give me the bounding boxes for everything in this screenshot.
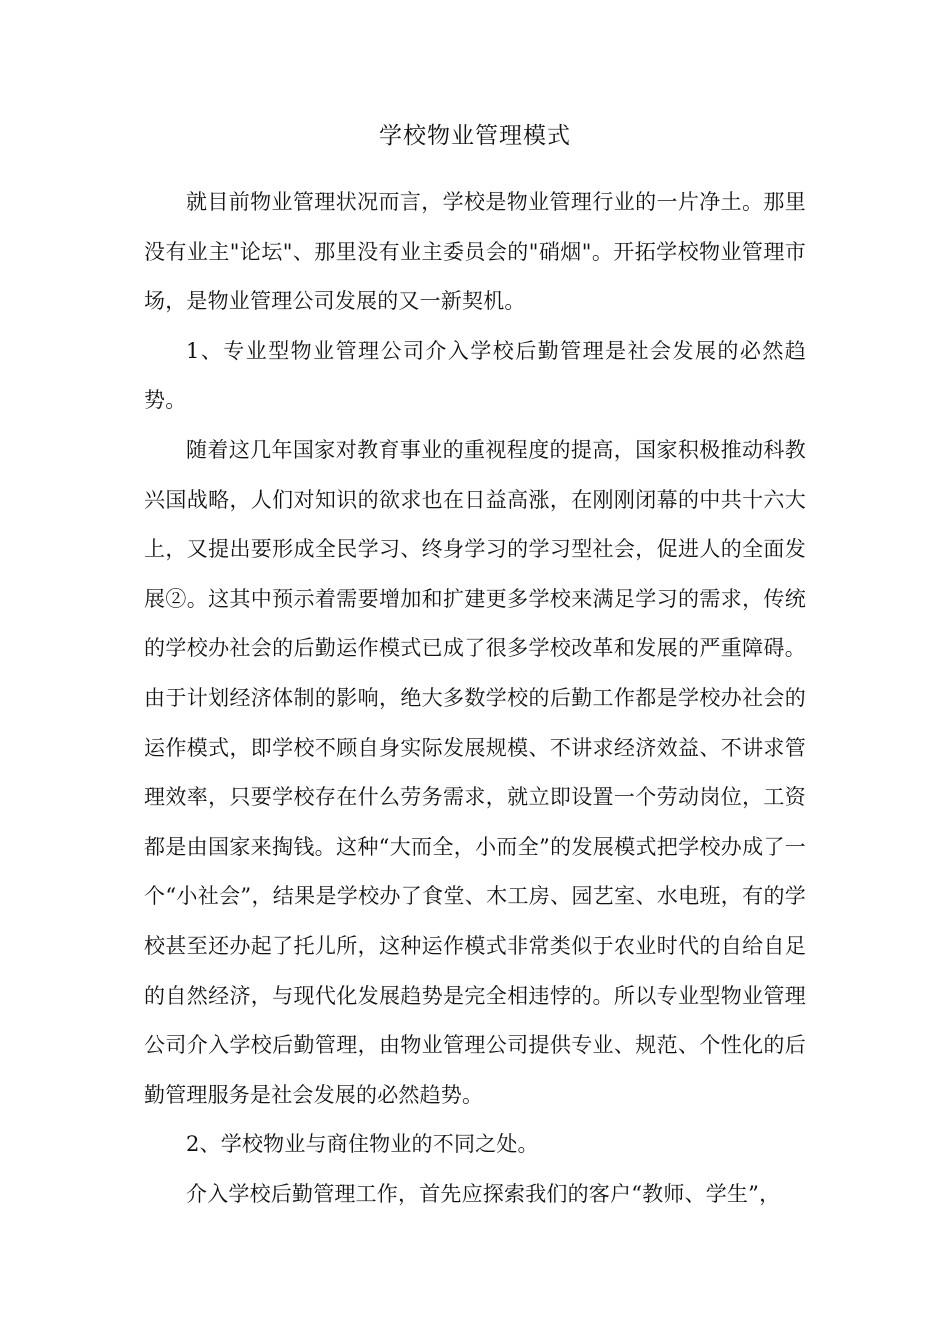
section-heading-1: 1、专业型物业管理公司介入学校后勤管理是社会发展的必然趋势。	[144, 338, 806, 413]
document-title: 学校物业管理模式	[379, 123, 571, 149]
paragraph-intro: 就目前物业管理状况而言，学校是物业管理行业的一片净土。那里没有业主"论坛"、那里没有业主委员会的"硝烟"。开拓学校物业管理市场，是物业管理公司发展的又一新契机。	[144, 190, 806, 314]
paragraph-section-2: 介入学校后勤管理工作，首先应探索我们的客户“教师、学生”，	[186, 1181, 781, 1206]
document-body	[144, 178, 806, 1219]
section-heading-2: 2、学校物业与商住物业的不同之处。	[186, 1132, 539, 1157]
paragraph-section-1: 随着这几年国家对教育事业的重视程度的提高，国家积极推动科教兴国战略，人们对知识的欲求也在日益高涨，在刚刚闭幕的中共十六大上，又提出要形成全民学习、终身学习的学习型社会，促进人的全面发展②。这其中预示着需要增加和扩建更多学校来满足学习的需求，传统的学校办社会的后勤运作模式已成了很多学校改革和发展的严重障碍。由于计划经济体制的影响，绝大多数学校的后勤工作都是学校办社会的运作模式，即学校不顾自身实际发展规模、不讲求经济效益、不讲求管理效率，只要学校存在什么劳务需求，就立即设置一个劳动岗位，工资都是由国家来掏钱。这种“大而全，小而全”的发展模式把学校办成了一个“小社会”，结果是学校办了食堂、木工房、园艺室、水电班，有的学校甚至还办起了托儿所，这种运作模式非常类似于农业时代的自给自足的自然经济，与现代化发展趋势是完全相违悖的。所以专业型物业管理公司介入学校后勤管理，由物业管理公司提供专业、规范、个性化的后勤管理服务是社会发展的必然趋势。	[144, 437, 806, 1107]
